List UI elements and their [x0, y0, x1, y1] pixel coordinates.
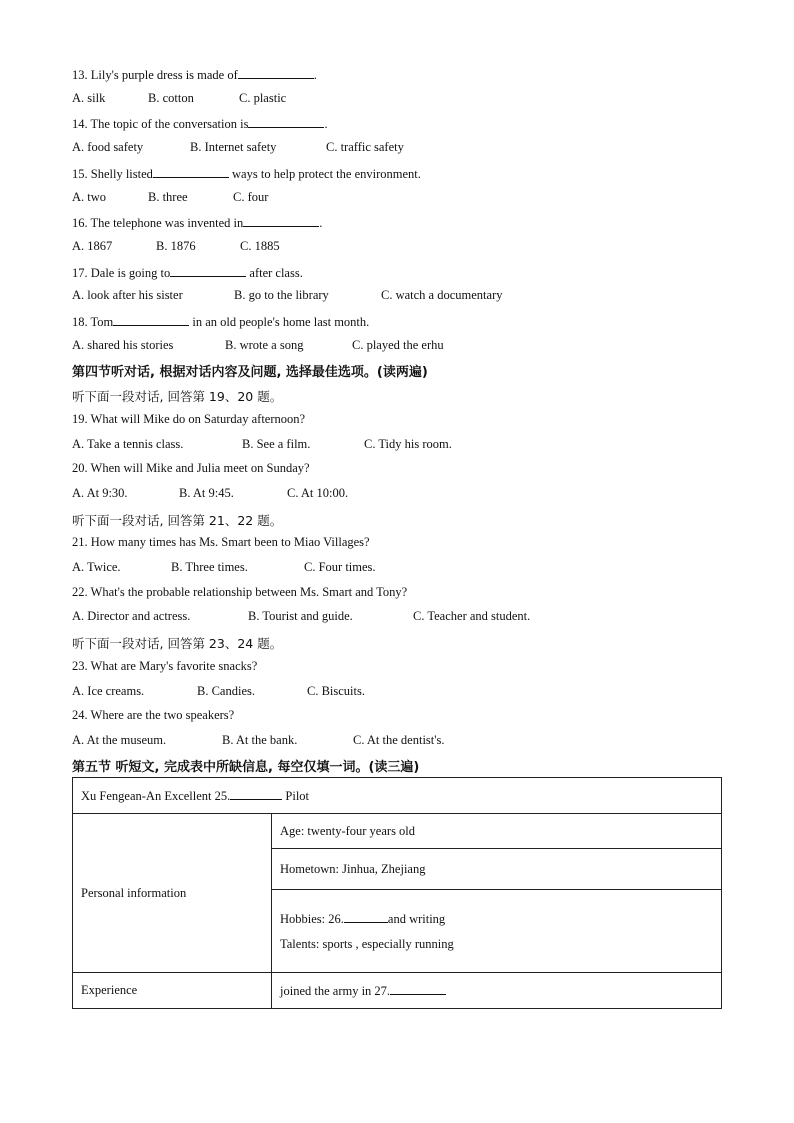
answer-blank[interactable] — [243, 214, 319, 227]
experience-cell — [272, 973, 722, 1009]
option-b: B. At the bank. — [222, 733, 298, 747]
table-title-end: Pilot — [282, 789, 310, 803]
option-a: A. shared his stories — [72, 338, 174, 352]
question-16 — [72, 214, 322, 231]
option-b: B. Candies. — [197, 684, 255, 698]
hometown-cell: Hometown: Jinhua, Zhejiang — [272, 849, 722, 890]
question-stem: 16. The telephone was invented in — [72, 216, 244, 230]
age-cell: Age: twenty-four years old — [272, 814, 722, 849]
question-stem-end: in an old people's home last month. — [189, 315, 370, 329]
question-stem-end: ways to help protect the environment. — [228, 167, 421, 181]
question-stem-end: after class. — [246, 266, 303, 280]
question-stem: 15. Shelly listed — [72, 167, 153, 181]
question-stem: 14. The topic of the conversation is — [72, 117, 249, 131]
option-b: B. cotton — [148, 91, 194, 105]
listening-instruction: 听下面一段对话, 回答第 23、24 题。 — [72, 636, 283, 651]
table-row — [73, 814, 722, 849]
answer-blank-27[interactable] — [390, 982, 446, 995]
question-stem-end: . — [313, 68, 317, 82]
section-4-heading: 第四节听对话, 根据对话内容及问题, 选择最佳选项。(读两遍) — [72, 365, 428, 380]
personal-info-label: Personal information — [73, 814, 272, 973]
question-17 — [72, 264, 303, 281]
option-c: C. Four times. — [304, 560, 376, 574]
option-a: A. Take a tennis class. — [72, 437, 184, 451]
option-b: B. Tourist and guide. — [248, 609, 353, 623]
listening-instruction: 听下面一段对话, 回答第 19、20 题。 — [72, 389, 283, 404]
question-21: 21. How many times has Ms. Smart been to Miao Villages? — [72, 535, 370, 549]
answer-blank[interactable] — [248, 115, 324, 128]
option-a: A. Director and actress. — [72, 609, 191, 623]
option-c: C. traffic safety — [326, 140, 404, 154]
option-c: C. 1885 — [240, 239, 280, 253]
option-b: B. wrote a song — [225, 338, 304, 352]
option-b: B. See a film. — [242, 437, 311, 451]
option-c: C. played the erhu — [352, 338, 444, 352]
question-23: 23. What are Mary's favorite snacks? — [72, 659, 258, 673]
option-b: B. At 9:45. — [179, 486, 234, 500]
option-a: A. food safety — [72, 140, 144, 154]
option-c: C. At 10:00. — [287, 486, 349, 500]
option-a: A. silk — [72, 91, 106, 105]
hobbies-text: Hobbies: 26. — [280, 912, 344, 926]
option-b: B. Internet safety — [190, 140, 277, 154]
option-c: C. watch a documentary — [381, 288, 503, 302]
option-a: A. look after his sister — [72, 288, 183, 302]
answer-blank[interactable] — [170, 264, 246, 277]
option-a: A. At 9:30. — [72, 486, 128, 500]
answer-blank[interactable] — [238, 66, 314, 79]
answer-blank[interactable] — [113, 313, 189, 326]
experience-text: joined the army in 27. — [280, 984, 391, 998]
question-19: 19. What will Mike do on Saturday afternoon? — [72, 412, 306, 426]
experience-label: Experience — [73, 973, 272, 1009]
answer-blank-25[interactable] — [230, 787, 282, 800]
option-a: A. two — [72, 190, 107, 204]
question-18 — [72, 313, 369, 330]
option-a: A. 1867 — [72, 239, 113, 253]
option-c: C. Biscuits. — [307, 684, 365, 698]
question-22: 22. What's the probable relationship between Ms. Smart and Tony? — [72, 585, 408, 599]
table-title: Xu Fengean-An Excellent 25. — [81, 789, 231, 803]
option-c: C. At the dentist's. — [353, 733, 445, 747]
question-stem-end: . — [324, 117, 328, 131]
option-a: A. At the museum. — [72, 733, 167, 747]
option-a: A. Twice. — [72, 560, 121, 574]
question-14 — [72, 115, 328, 132]
question-20: 20. When will Mike and Julia meet on Sunday? — [72, 461, 310, 475]
question-13 — [72, 66, 317, 83]
question-24: 24. Where are the two speakers? — [72, 708, 235, 722]
option-b: B. Three times. — [171, 560, 248, 574]
question-stem: 13. Lily's purple dress is made of — [72, 68, 238, 82]
option-c: C. plastic — [239, 91, 287, 105]
question-15 — [72, 165, 421, 182]
option-b: B. go to the library — [234, 288, 329, 302]
table-title-row — [73, 778, 722, 814]
talents-line: Talents: sports , especially running — [280, 937, 454, 951]
option-a: A. Ice creams. — [72, 684, 145, 698]
option-c: C. Teacher and student. — [413, 609, 531, 623]
table-title-cell — [73, 778, 722, 814]
question-stem: 17. Dale is going to — [72, 266, 171, 280]
listening-instruction: 听下面一段对话, 回答第 21、22 题。 — [72, 513, 283, 528]
question-stem: 18. Tom — [72, 315, 114, 329]
info-table — [72, 777, 722, 1009]
section-5-heading: 第五节 听短文, 完成表中所缺信息, 每空仅填一词。(读三遍) — [72, 760, 420, 775]
option-b: B. 1876 — [156, 239, 196, 253]
answer-blank-26[interactable] — [344, 910, 388, 923]
hobbies-text-end: and writing — [387, 912, 446, 926]
option-c: C. four — [233, 190, 269, 204]
hobbies-talents-cell — [272, 890, 722, 973]
table-row — [73, 973, 722, 1009]
option-c: C. Tidy his room. — [364, 437, 452, 451]
question-stem-end: . — [319, 216, 323, 230]
hobbies-line — [280, 910, 713, 927]
answer-blank[interactable] — [153, 165, 229, 178]
option-b: B. three — [148, 190, 188, 204]
